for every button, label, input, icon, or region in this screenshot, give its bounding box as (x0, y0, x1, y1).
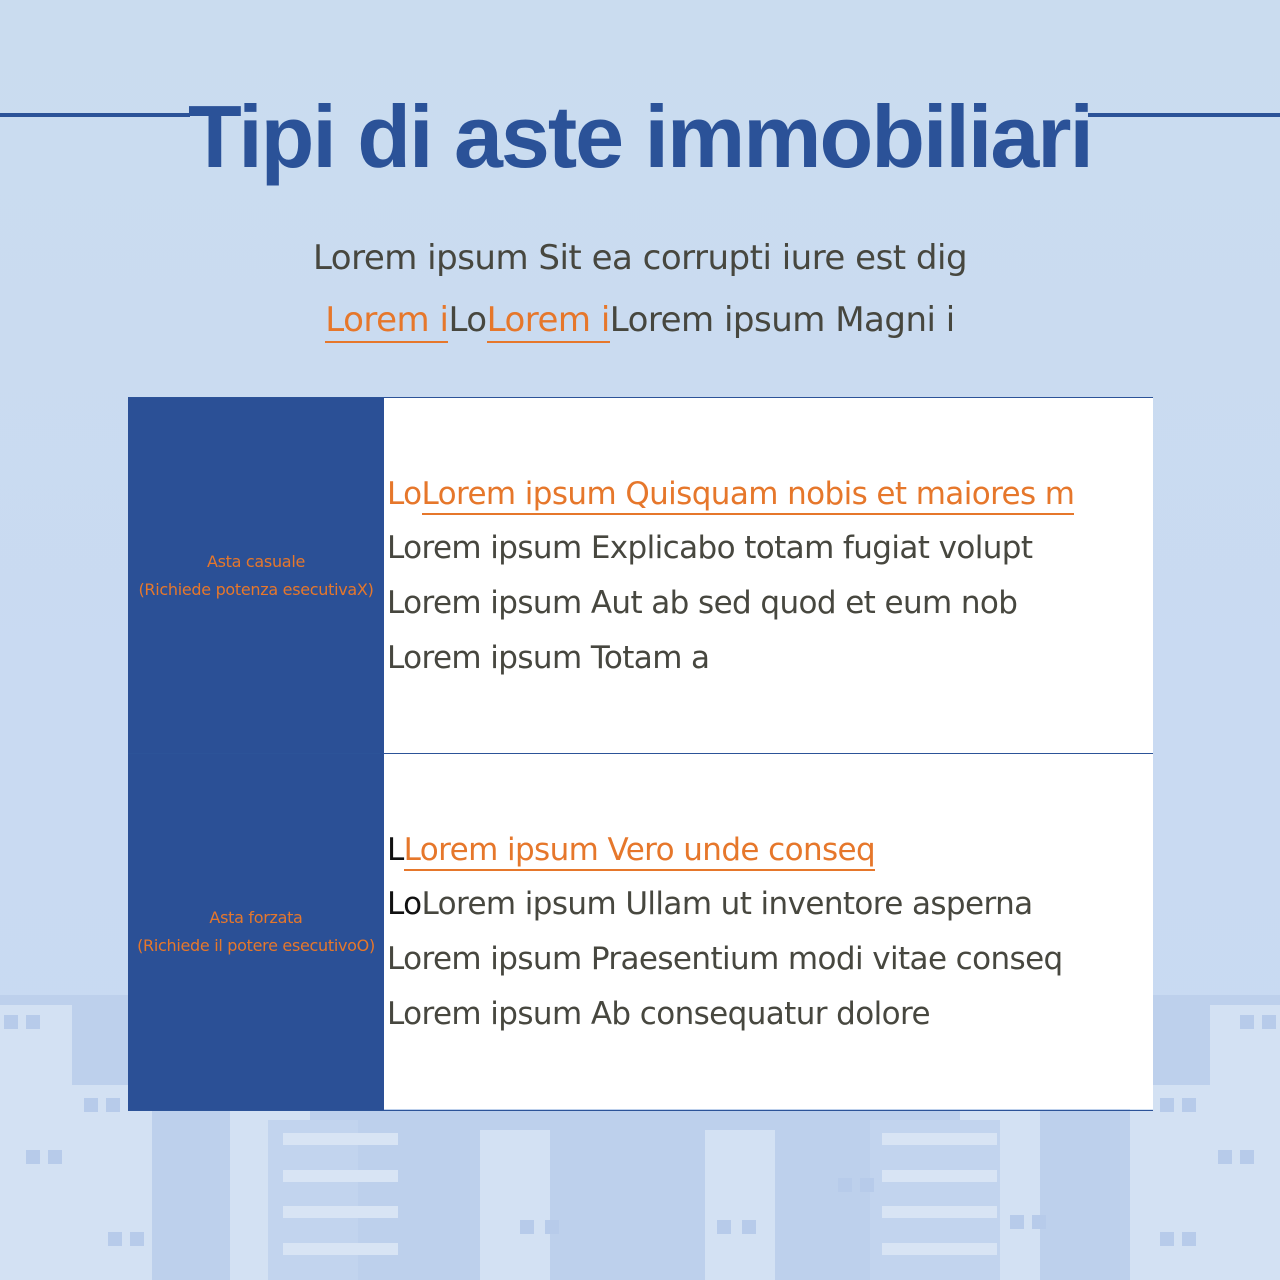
table-row-casual-auction (128, 397, 1153, 754)
item-link[interactable]: Lorem ipsum Vero unde conseq (404, 832, 875, 871)
item-text: Lorem ipsum Ullam ut inventore asperna (421, 886, 1033, 923)
row-label-title: Asta forzata (209, 908, 303, 927)
subtitle-line-2 (0, 300, 1280, 340)
table-row-forced-auction (128, 753, 1153, 1111)
subtitle-text-2: Lorem ipsum Magni i (609, 300, 955, 340)
subtitle-line-1: Lorem ipsum Sit ea corrupti iure est dig (312, 238, 968, 278)
row-label-title: Asta casuale (206, 552, 306, 571)
list-item (387, 877, 1156, 932)
item-prefix: L (387, 831, 404, 868)
item-prefix: Lo (387, 886, 422, 923)
row-label-cell (128, 398, 384, 754)
subtitle-link-2[interactable]: Lorem i (487, 300, 610, 343)
list-item (387, 823, 1156, 878)
subtitle-text-1: Lo (448, 300, 487, 340)
row-label-subtitle: (Richiede il potere esecutivoO) (137, 936, 375, 955)
list-item: Lorem ipsum Explicabo totam fugiat volupt (387, 530, 1033, 567)
row-label-cell (128, 754, 384, 1110)
auction-types-table (128, 397, 1153, 1109)
list-item: Lorem ipsum Aut ab sed quod et eum nob (387, 585, 1018, 621)
row-content-cell (384, 754, 1156, 1110)
row-label-subtitle: (Richiede potenza esecutivaX) (138, 580, 374, 599)
list-item (387, 467, 1156, 522)
subtitle-link-1[interactable]: Lorem i (325, 300, 448, 343)
list-item: Lorem ipsum Ab consequatur dolore (387, 995, 930, 1032)
page-title: Tipi di aste immobiliari (188, 87, 1092, 186)
list-item: Lorem ipsum Totam a (387, 639, 710, 676)
item-prefix: Lo (387, 475, 422, 512)
list-item: Lorem ipsum Praesentium modi vitae conseq (387, 941, 1063, 977)
item-link[interactable]: Lorem ipsum Quisquam nobis et maiores m (422, 476, 1075, 515)
row-content-cell (384, 398, 1156, 754)
